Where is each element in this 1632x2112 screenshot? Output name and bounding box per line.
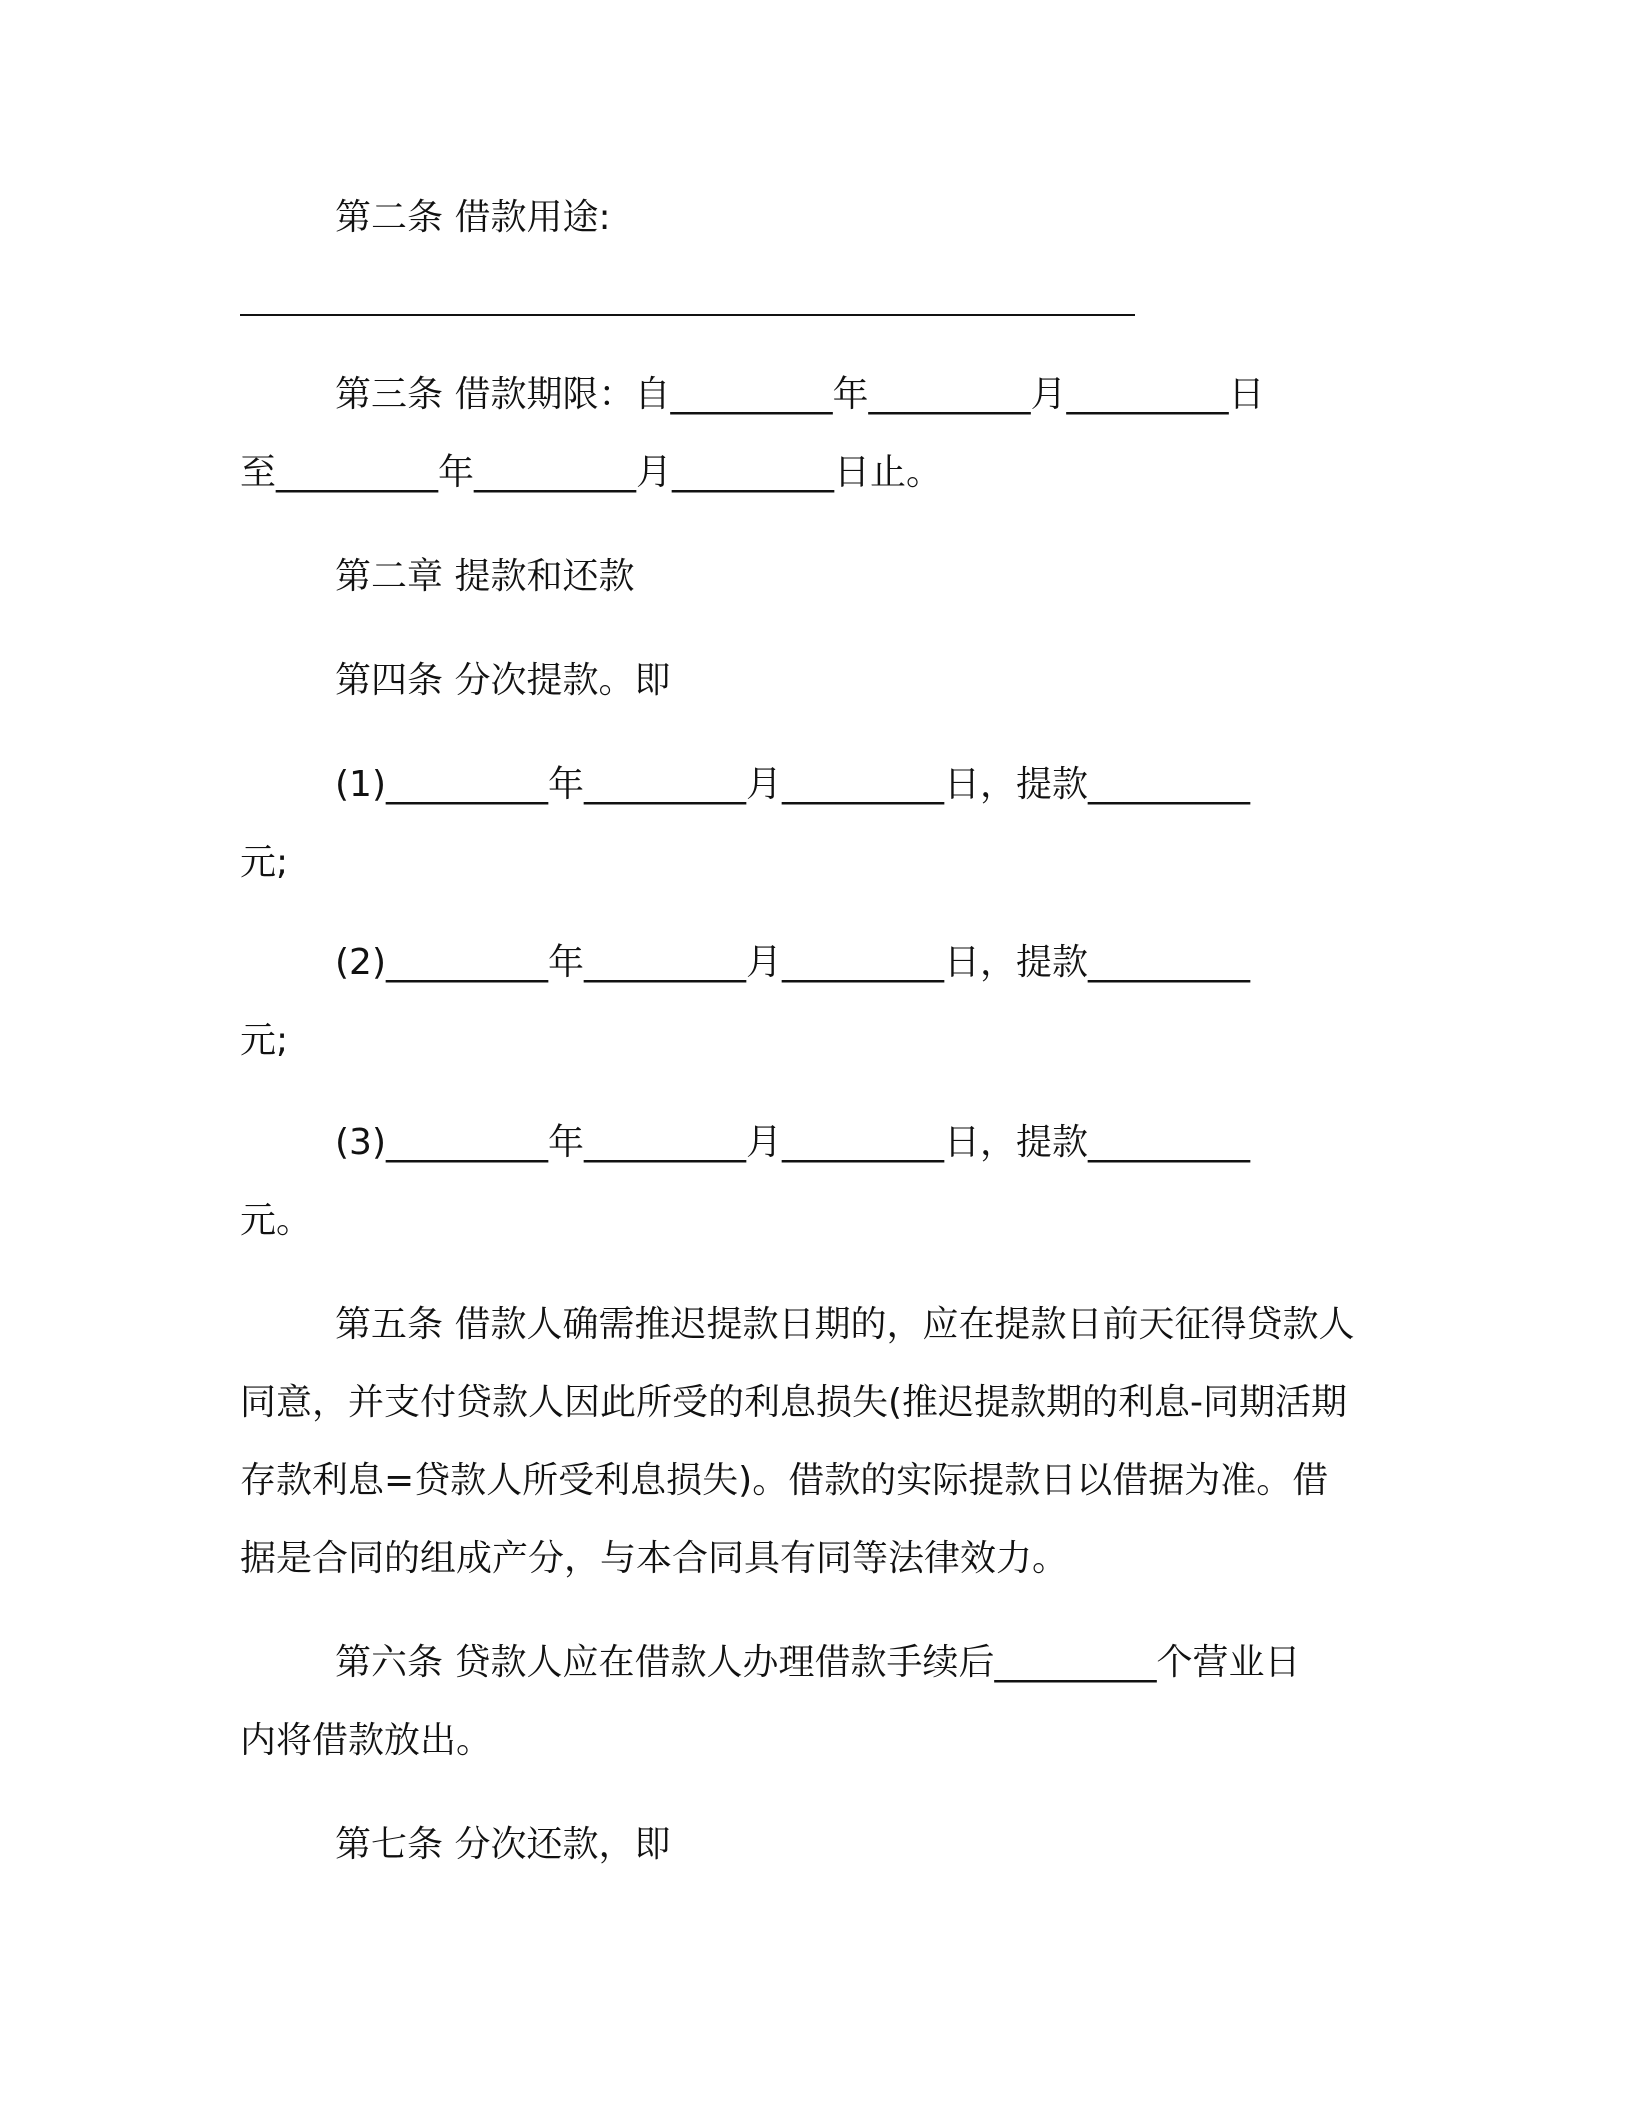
article-6-line-2: 内将借款放出。 xyxy=(240,1720,493,1761)
article-7-heading: 第七条 分次还款，即 xyxy=(335,1824,671,1865)
article-4-item-1-line-2: 元; xyxy=(240,842,289,883)
article-5-line-2: 同意，并支付贷款人因此所受的利息损失(推迟提款期的利息-同期活期 xyxy=(240,1382,1348,1423)
article-4-item-2-line-1: (2)_________年_________月_________日，提款_________ xyxy=(335,942,1250,983)
article-3-line-2: 至_________年_________月_________日止。 xyxy=(240,452,943,493)
article-4-heading: 第四条 分次提款。即 xyxy=(335,660,671,701)
article-4-item-1-line-1: (1)_________年_________月_________日，提款_________ xyxy=(335,764,1250,805)
article-4-item-3-line-1: (3)_________年_________月_________日，提款_________ xyxy=(335,1122,1250,1163)
article-6-line-1: 第六条 贷款人应在借款人办理借款手续后_________个营业日 xyxy=(335,1642,1301,1683)
article-2-blank-line xyxy=(240,314,1135,316)
article-4-item-3-line-2: 元。 xyxy=(240,1200,313,1241)
chapter-2-title: 第二章 提款和还款 xyxy=(335,556,635,597)
article-4-item-2-line-2: 元; xyxy=(240,1020,289,1061)
article-3-line-1: 第三条 借款期限：自_________年_________月_________日 xyxy=(335,374,1265,415)
article-5-line-4: 据是合同的组成产分，与本合同具有同等法律效力。 xyxy=(240,1538,1069,1579)
article-5-line-3: 存款利息=贷款人所受利息损失)。借款的实际提款日以借据为准。借 xyxy=(240,1460,1329,1501)
article-5-line-1: 第五条 借款人确需推迟提款日期的，应在提款日前天征得贷款人 xyxy=(335,1304,1355,1345)
article-2-heading: 第二条 借款用途: xyxy=(335,197,611,238)
